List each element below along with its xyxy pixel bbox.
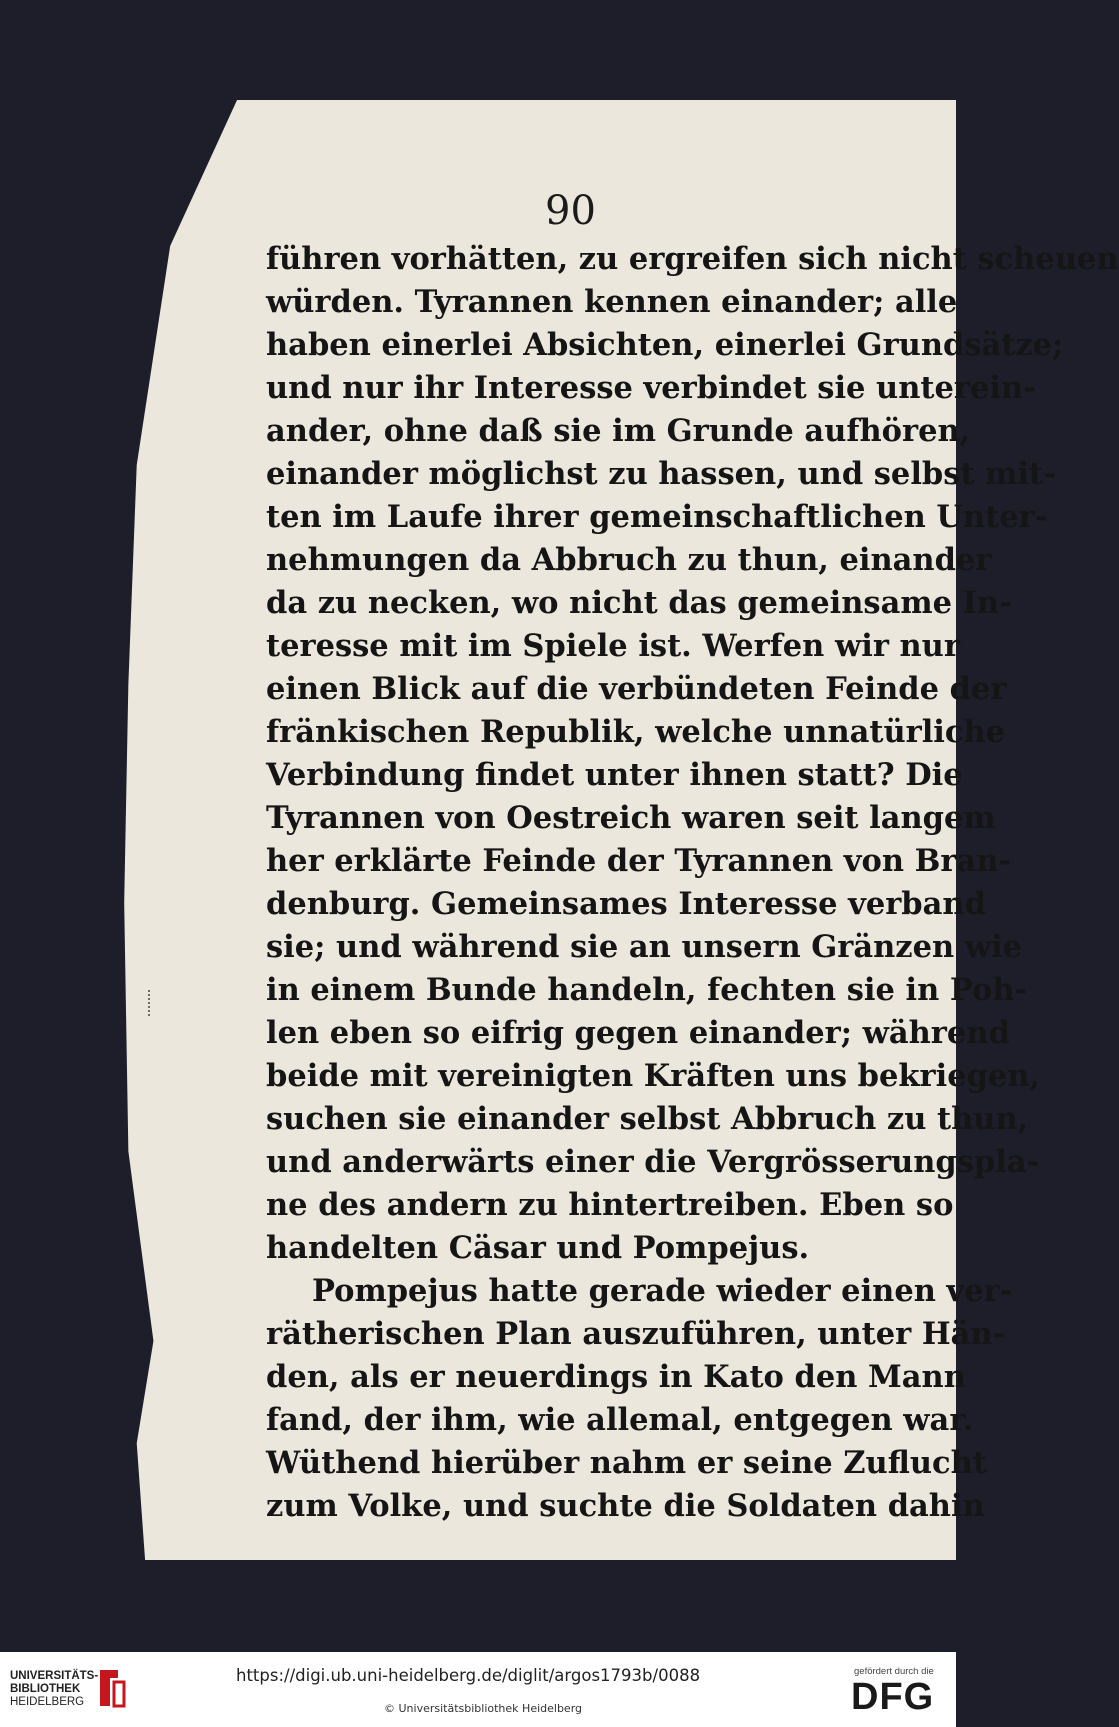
text-line: fränkischen Republik, welche unnatürliche (266, 714, 1006, 750)
logo-line-3: HEIDELBERG (10, 1696, 85, 1708)
text-line: da zu necken, wo nicht das gemeinsame In- (266, 585, 1012, 621)
text-line: suchen sie einander selbst Abbruch zu thun, (266, 1101, 1029, 1137)
copyright-text: © Universitätsbibliothek Heidelberg (384, 1702, 583, 1715)
logo-line-2: BIBLIOTHEK (10, 1683, 81, 1695)
footer-bar (0, 1652, 956, 1727)
library-logo-text[interactable] (10, 1670, 98, 1709)
text-line: nehmungen da Abbruch zu thun, einander (266, 542, 992, 578)
text-line: fand, der ihm, wie allemal, entgegen war. (266, 1402, 974, 1438)
text-line: in einem Bunde handeln, fechten sie in Poh- (266, 972, 1028, 1008)
text-line: würden. Tyrannen kennen einander; alle (266, 284, 958, 320)
text-line: ten im Laufe ihrer gemeinschaftlichen Unter- (266, 499, 1048, 535)
text-line: teresse mit im Spiele ist. Werfen wir nur (266, 628, 960, 664)
text-line: Pompejus hatte gerade wieder einen ver- (312, 1273, 1013, 1309)
page-text (266, 238, 1119, 1528)
text-line: her erklärte Feinde der Tyrannen von Bran- (266, 843, 1012, 879)
page-url-link[interactable]: https://digi.ub.uni-heidelberg.de/diglit/argos1793b/0088 (236, 1666, 701, 1685)
dfg-logo[interactable]: DFG (851, 1676, 935, 1718)
text-line: und nur ihr Interesse verbindet sie unterein- (266, 370, 1036, 406)
text-line: und anderwärts einer die Vergrösserungspla- (266, 1144, 1040, 1180)
library-logo-icon[interactable] (96, 1666, 128, 1710)
text-line: sie; und während sie an unsern Gränzen wie (266, 929, 1023, 965)
text-line: den, als er neuerdings in Kato den Mann (266, 1359, 966, 1395)
text-line: ander, ohne daß sie im Grunde aufhören, (266, 413, 971, 449)
page-number: 90 (545, 188, 596, 234)
logo-line-1: UNIVERSITÄTS- (10, 1670, 99, 1682)
text-line: einen Blick auf die verbündeten Feinde der (266, 671, 1007, 707)
text-line: denburg. Gemeinsames Interesse verband (266, 886, 986, 922)
text-line: Verbindung findet unter ihnen statt? Die (266, 757, 963, 793)
text-line: beide mit vereinigten Kräften uns bekriegen, (266, 1058, 1041, 1094)
text-line: len eben so eifrig gegen einander; während (266, 1015, 1010, 1051)
margin-mark (148, 990, 155, 1016)
text-line: haben einerlei Absichten, einerlei Grundsätze; (266, 327, 1064, 363)
text-line: zum Volke, und suchte die Soldaten dahin (266, 1488, 985, 1524)
text-line: ne des andern zu hintertreiben. Eben so (266, 1187, 954, 1223)
text-line: führen vorhätten, zu ergreifen sich nicht scheuen (266, 241, 1119, 277)
text-line: Wüthend hierüber nahm er seine Zuflucht (266, 1445, 987, 1481)
text-line: einander möglichst zu hassen, und selbst mit- (266, 456, 1056, 492)
text-line: handelten Cäsar und Pompejus. (266, 1230, 810, 1266)
dfg-caption: gefördert durch die (854, 1666, 934, 1677)
text-line: rätherischen Plan auszuführen, unter Hän- (266, 1316, 1006, 1352)
text-line: Tyrannen von Oestreich waren seit langem (266, 800, 996, 836)
